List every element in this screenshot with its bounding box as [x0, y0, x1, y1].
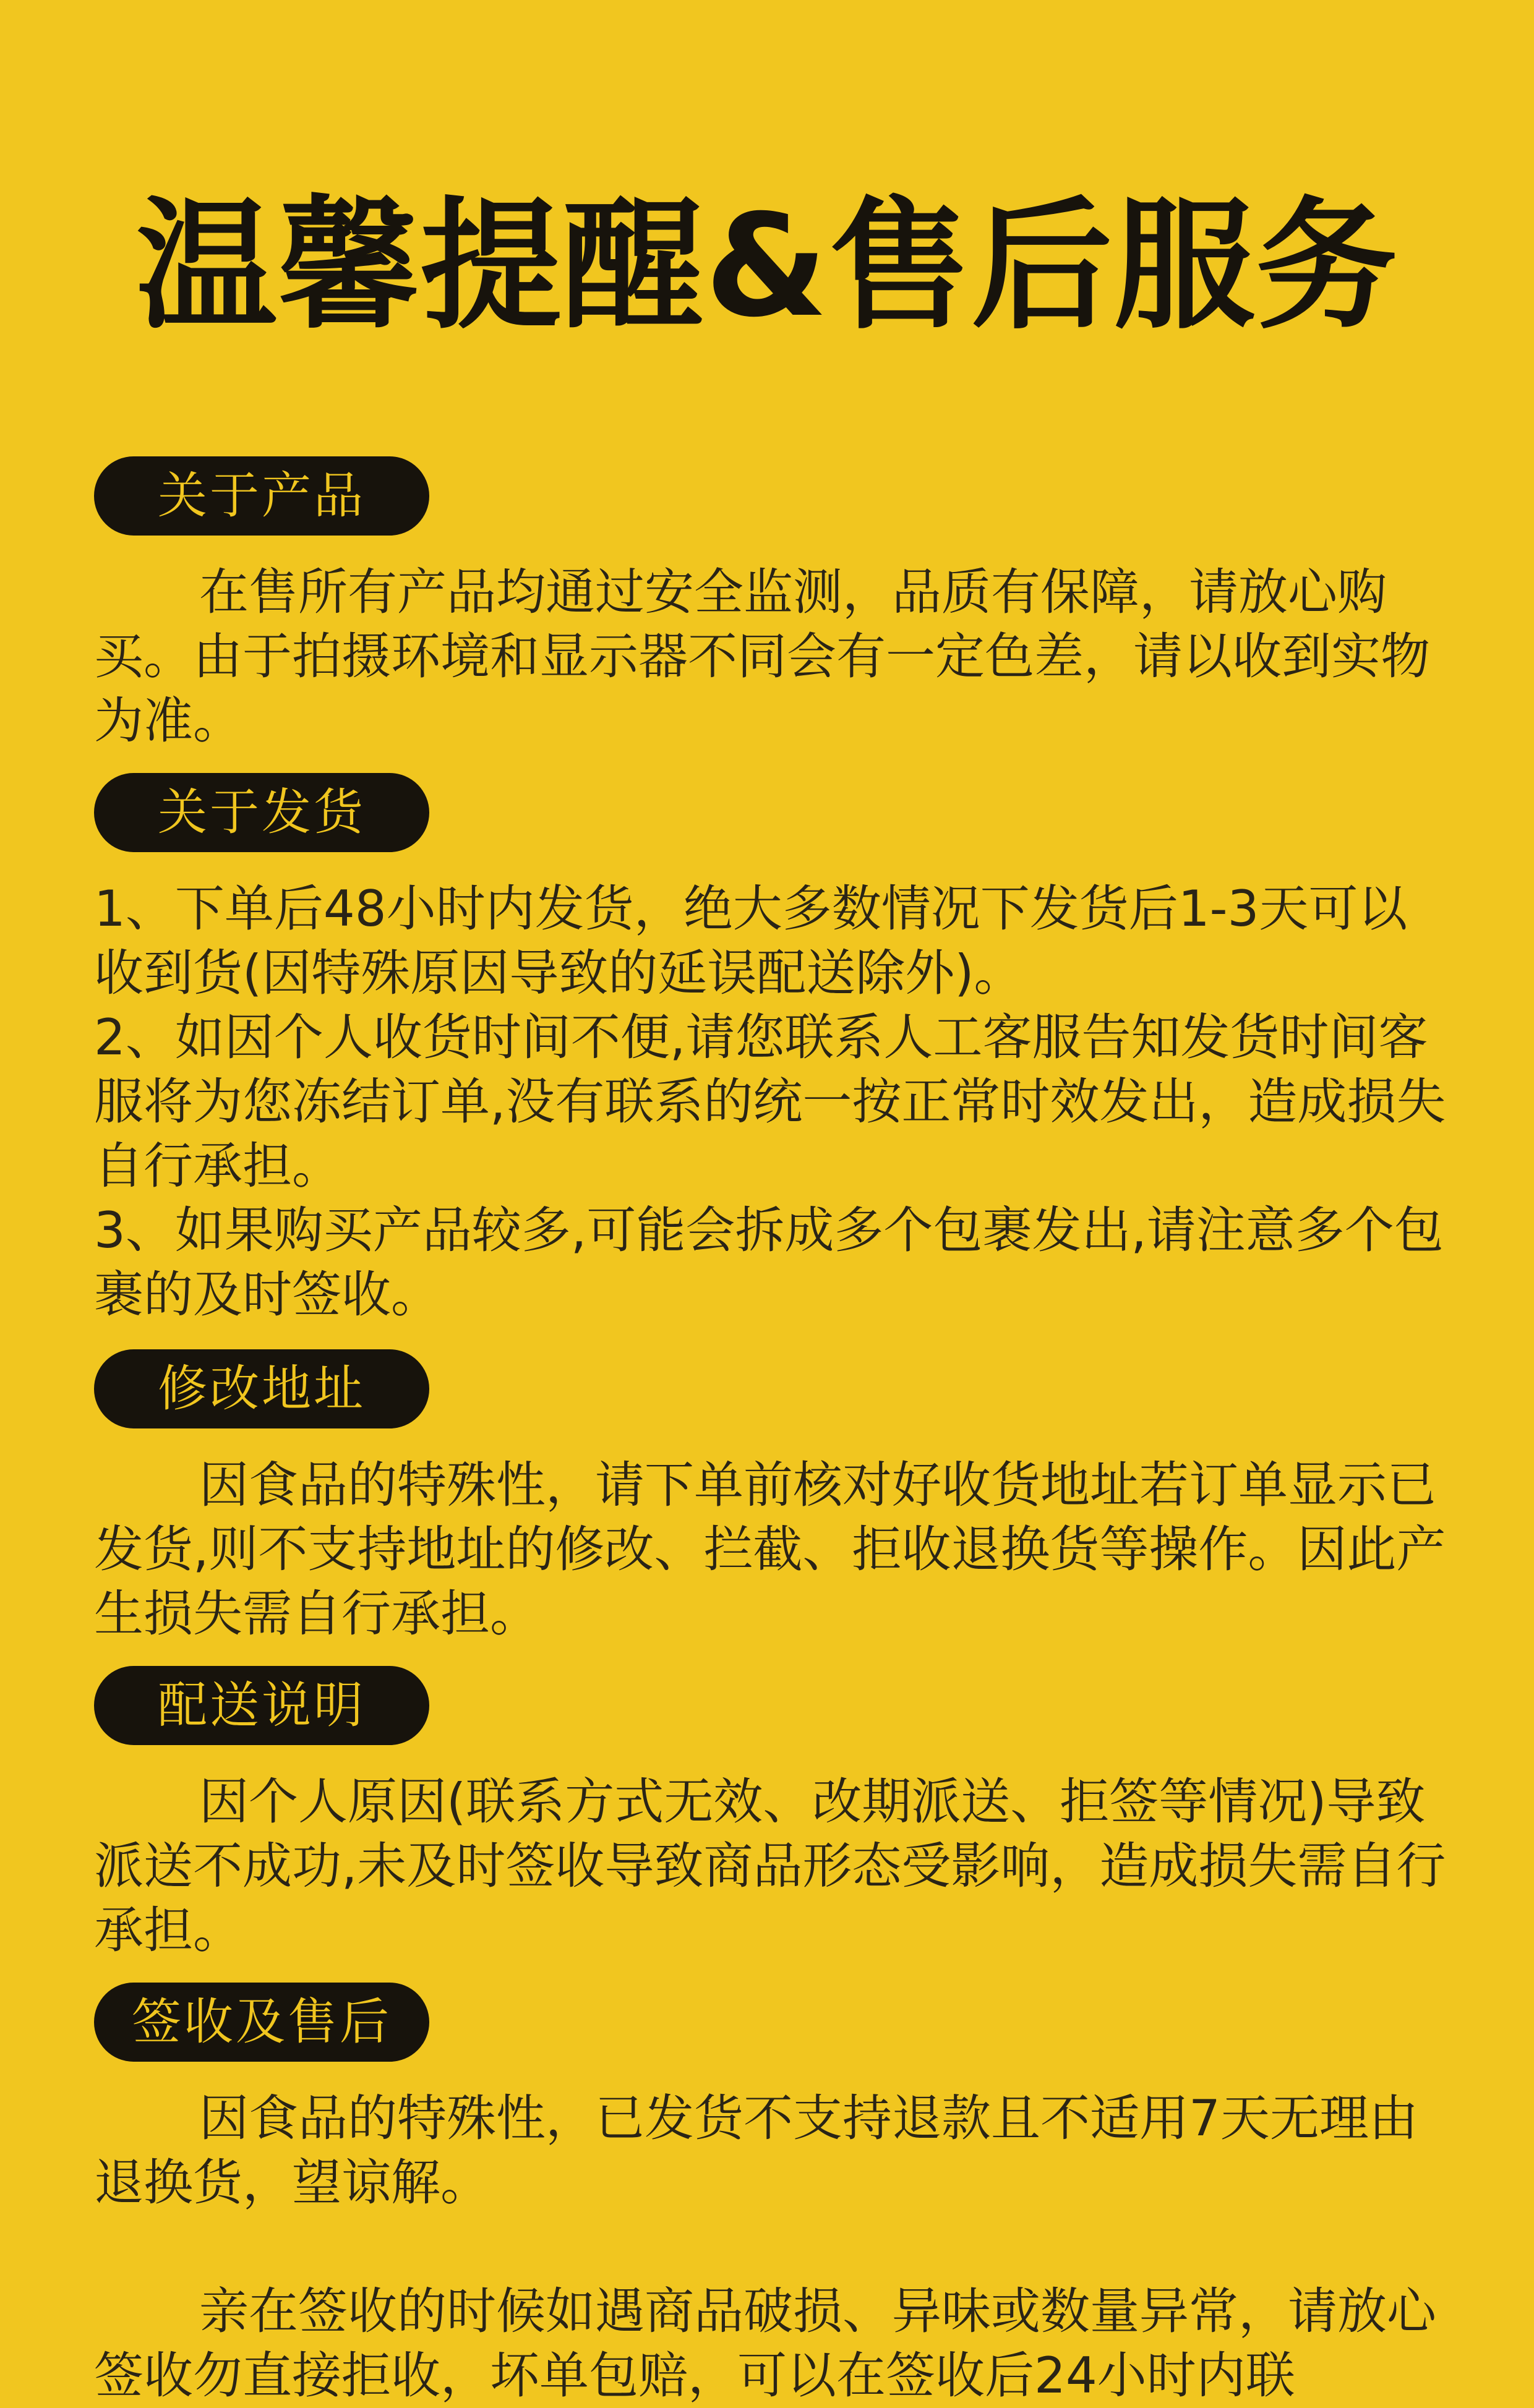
- aftersale-text-2: 亲在签收的时候如遇商品破损、异味或数量异常，请放心签收勿直接拒收，坏单包赔，可以在签收后24小时内联: [94, 2282, 1436, 2404]
- section-heading-shipping: 关于发货: [94, 773, 429, 852]
- section-text-address: 因食品的特殊性，请下单前核对好收货地址若订单显示已发货,则不支持地址的修改、拦截、拒收退换货等操作。因此产生损失需自行承担。: [94, 1456, 1446, 1642]
- section-delivery: [94, 1666, 1455, 1963]
- section-heading-aftersale: 签收及售后: [94, 1983, 429, 2062]
- section-text-product: 在售所有产品均通过安全监测，品质有保障，请放心购买。由于拍摄环境和显示器不同会有一定色差，请以收到实物为准。: [94, 563, 1430, 749]
- section-text-delivery: 因个人原因(联系方式无效、改期派送、拒签等情况)导致派送不成功,未及时签收导致商品形态受影响，造成损失需自行承担。: [94, 1773, 1446, 1959]
- shipping-item-1: 1、下单后48小时内发货，绝大多数情况下发货后1-3天可以收到货(因特殊原因导致的延误配送除外)。: [94, 880, 1408, 1002]
- section-aftersale: [94, 1983, 1455, 2408]
- section-heading-address: 修改地址: [94, 1349, 429, 1428]
- section-product: [94, 456, 1455, 753]
- section-heading-product: 关于产品: [94, 456, 429, 536]
- section-address: [94, 1349, 1455, 1646]
- page-title: 温馨提醒&售后服务: [135, 184, 1399, 348]
- section-heading-delivery: 配送说明: [94, 1666, 429, 1745]
- shipping-item-2: 2、如因个人收货时间不便,请您联系人工客服告知发货时间客服将为您冻结订单,没有联系的统一按正常时效发出，造成损失自行承担。: [94, 1009, 1446, 1195]
- shipping-item-3: 3、如果购买产品较多,可能会拆成多个包裹发出,请注意多个包裹的及时签收。: [94, 1202, 1444, 1323]
- aftersale-text-1: 因食品的特殊性，已发货不支持退款且不适用7天无理由退换货，望谅解。: [94, 2090, 1418, 2211]
- section-shipping: [94, 773, 1455, 1327]
